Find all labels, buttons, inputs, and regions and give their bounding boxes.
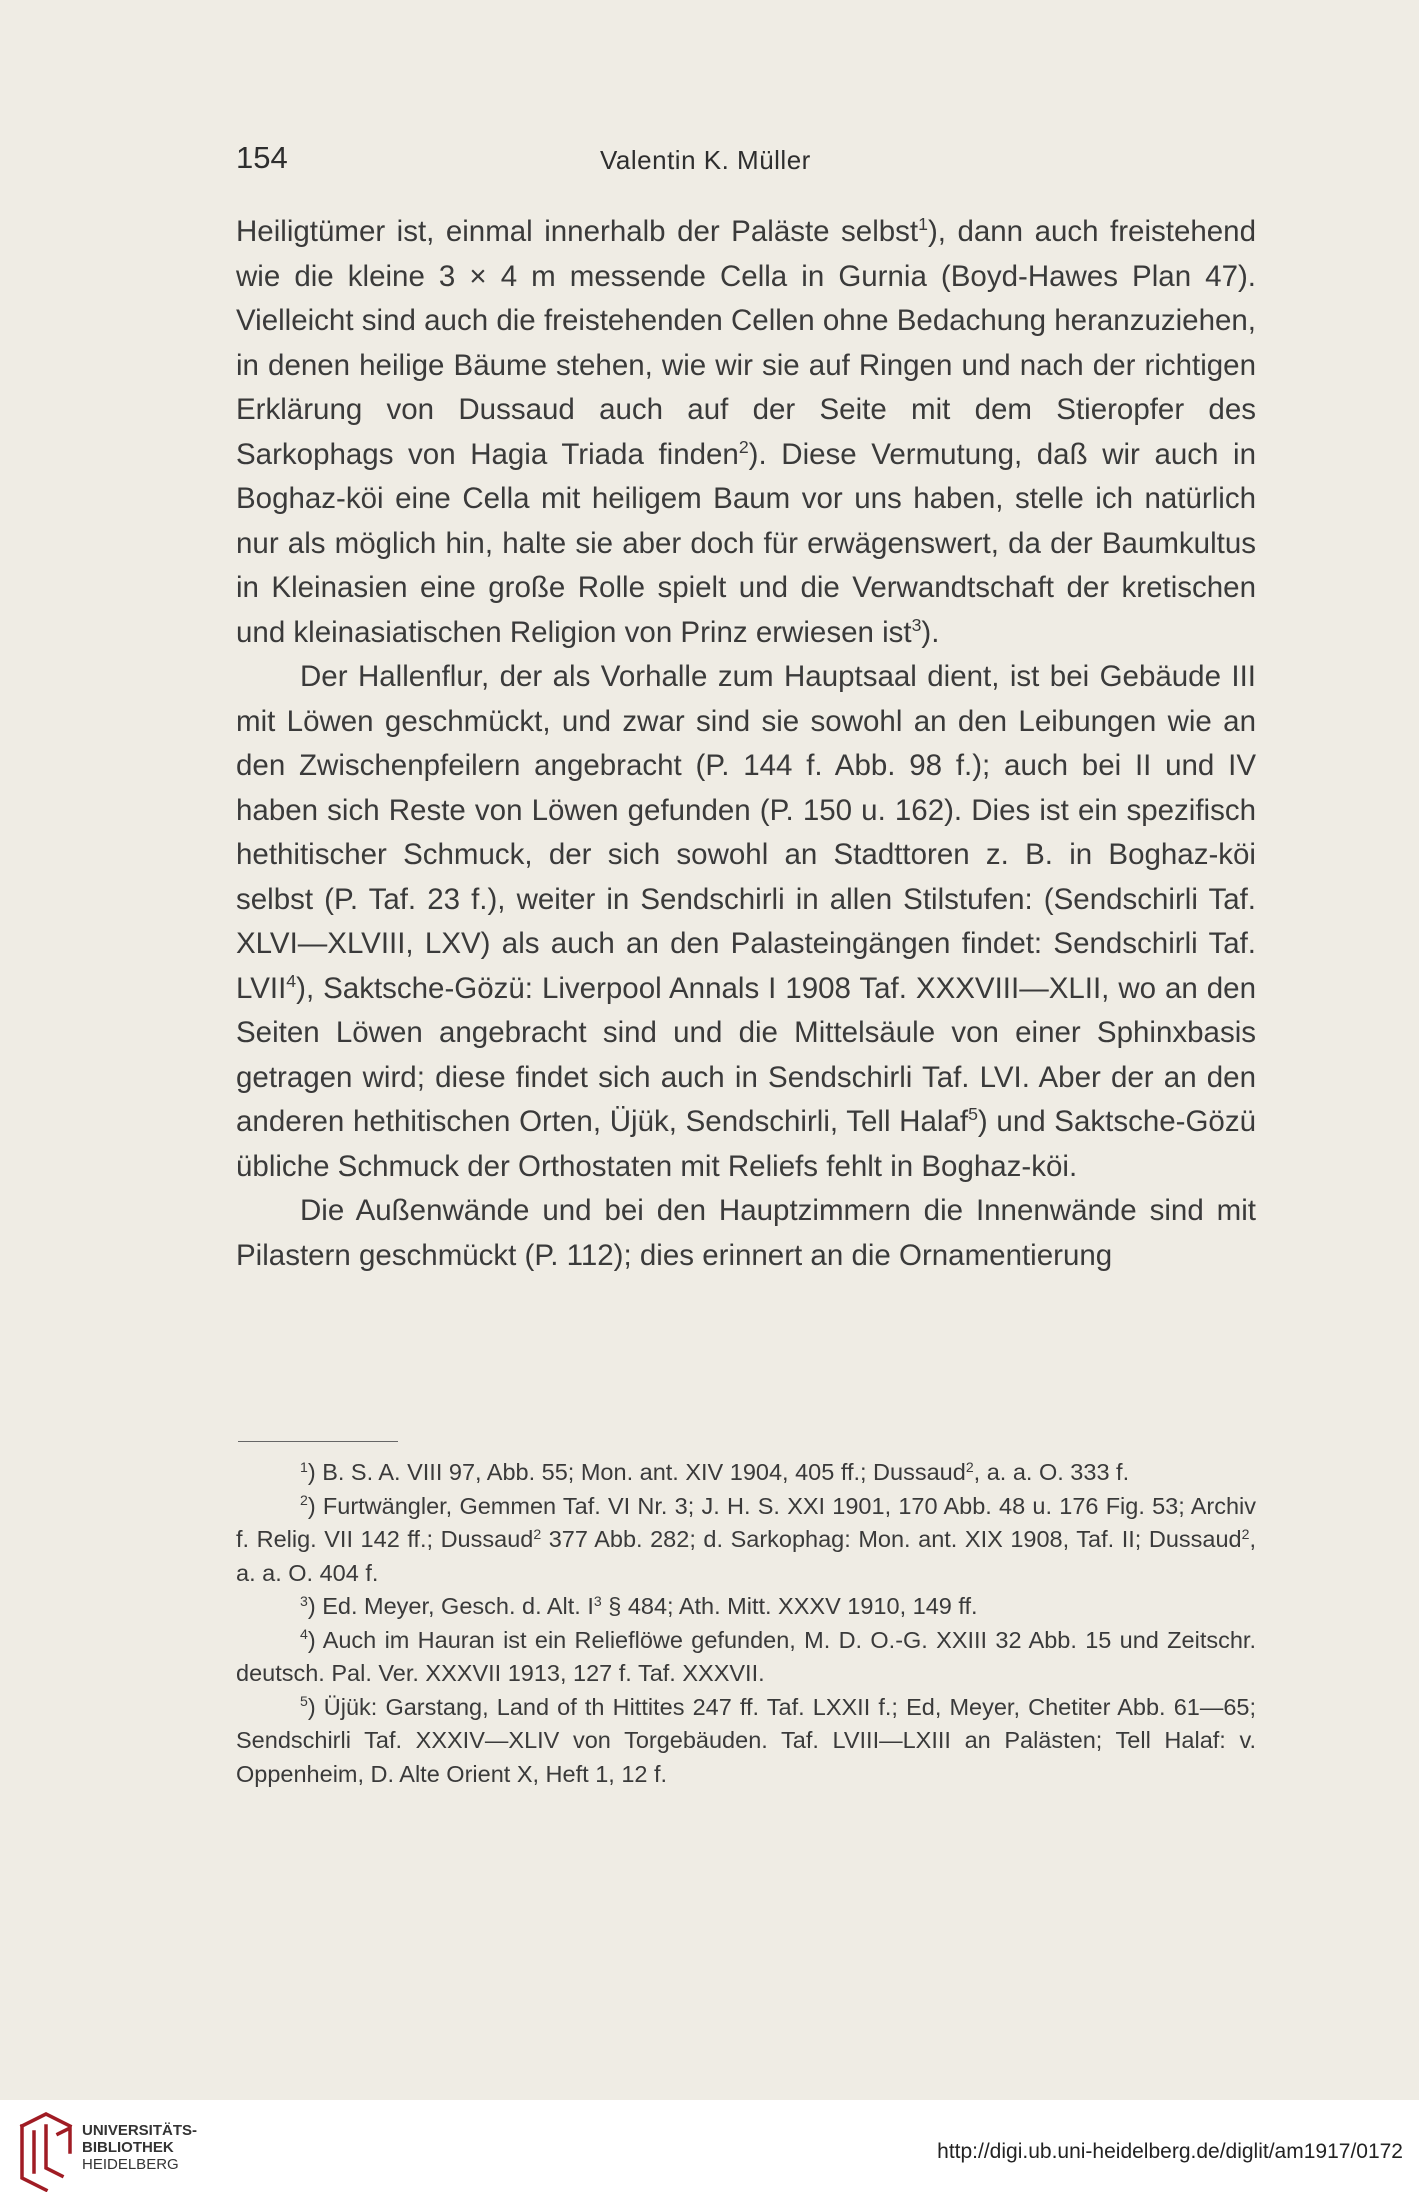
footnote-1-marker: 1 (300, 1458, 308, 1475)
body-text (236, 210, 1256, 1278)
footnotes (236, 1456, 1256, 1791)
paragraph-2 (236, 655, 1256, 1189)
p1-text-a: Heiligtümer ist, einmal innerhalb der Paläste selbst (236, 215, 919, 248)
footnote-1 (236, 1456, 1256, 1490)
footnote-2-text-b: 377 Abb. 282; d. Sarkophag: Mon. ant. XIX 1908, Taf. II; Dussaud (541, 1526, 1242, 1552)
footnote-1-sup: 2 (965, 1458, 974, 1475)
footnote-5 (236, 1691, 1256, 1792)
p1-text-b: ), dann auch freistehend wie die kleine 3 × 4 m messende Cella in Gurnia (Boyd-Hawes Plan 47). Vielleicht sind auch die freistehenden Cellen ohne Bedachung heranzuziehen, in denen heilige Bäume stehen, wie wir sie auf Ringen und nach der richtigen Erklärung von Dussaud auch auf der Seite mit dem Stieropfer des Sarkophags von Hagia Triada finden (236, 215, 1256, 471)
footnote-4-marker: 4 (300, 1626, 308, 1643)
footnote-1-text-b: , a. a. O. 333 f. (973, 1459, 1130, 1485)
footnote-3 (236, 1590, 1256, 1624)
library-name (82, 2122, 197, 2173)
footnote-ref-5: 5 (968, 1104, 978, 1125)
footnote-1-text-a: ) B. S. A. VIII 97, Abb. 55; Mon. ant. XIV 1904, 405 ff.; Dussaud (307, 1459, 966, 1485)
library-name-line-1: UNIVERSITÄTS- (82, 2122, 198, 2139)
footnote-2-text-c: , a. a. O. 404 f. (236, 1526, 1256, 1586)
footnote-ref-3: 3 (911, 614, 922, 635)
footnote-2-sup-a: 2 (533, 1525, 542, 1542)
p2-text-a: Der Hallenflur, der als Vorhalle zum Hauptsaal dient, ist bei Gebäude III mit Löwen geschmückt, und zwar sind sie sowohl an den Leibungen wie an den Zwischenpfeilern angebracht (P. 144 f. Abb. 98 f.); auch bei II und IV haben sich Reste von Löwen gefunden (P. 150 u. 162). Dies ist ein spezifisch hethitischer Schmuck, der sich sowohl an Stadttoren z. B. in Boghaz-köi selbst (P. Taf. 23 f.), weiter in Sendschirli in allen Stilstufen: (Sendschirli Taf. XLVI—XLVIII, LXV) als auch an den Palasteingängen findet: Sendschirli Taf. LVII (236, 660, 1256, 1005)
footnote-ref-2: 2 (738, 436, 749, 457)
footnote-ref-4: 4 (286, 970, 297, 991)
p2-text-c: ) und Saktsche-Gözü übliche Schmuck der Orthostaten mit Reliefs fehlt in Boghaz-köi. (236, 1105, 1256, 1183)
page-number: 154 (236, 140, 288, 175)
footnote-3-text-b: § 484; Ath. Mitt. XXXV 1910, 149 ff. (601, 1593, 978, 1619)
paragraph-3: Die Außenwände und bei den Hauptzimmern die Innenwände sind mit Pilastern geschmückt (P. 112); dies erinnert an die Ornamentierung (236, 1194, 1256, 1272)
footnote-5-marker: 5 (300, 1693, 308, 1710)
footnote-4-text: ) Auch im Hauran ist ein Relieflöwe gefunden, M. D. O.-G. XXIII 32 Abb. 15 und Zeitschr. deutsch. Pal. Ver. XXXVII 1913, 127 f. Taf. XXXVII. (236, 1626, 1256, 1686)
source-url-link[interactable]: http://digi.ub.uni-heidelberg.de/diglit/am1917/0172 (937, 2140, 1403, 2163)
library-logo-icon (18, 2112, 74, 2192)
footnote-divider (238, 1441, 398, 1442)
footnote-ref-1: 1 (918, 214, 928, 235)
footnote-3-marker: 3 (300, 1592, 308, 1609)
footnote-2-text-a: ) Furtwängler, Gemmen Taf. VI Nr. 3; J. H. S. XXI 1901, 170 Abb. 48 u. 176 Fig. 53; Archiv f. Relig. VII 142 ff.; Dussaud (236, 1492, 1256, 1552)
footer-bar (0, 2100, 1419, 2205)
footnote-2 (236, 1490, 1256, 1591)
footnote-3-sup: 3 (593, 1592, 602, 1609)
footnote-4 (236, 1624, 1256, 1691)
paragraph-1 (236, 210, 1256, 655)
p2-text-b: ), Saktsche-Gözü: Liverpool Annals I 1908 Taf. XXXVIII—XLII, wo an den Seiten Löwen angebracht sind und die Mittelsäule von einer Sphinxbasis getragen wird; diese findet sich auch in Sendschirli Taf. LVI. Aber der an den anderen hethitischen Orten, Üjük, Sendschirli, Tell Halaf (236, 971, 1256, 1138)
footnote-5-text: ) Üjük: Garstang, Land of th Hittites 247 ff. Taf. LXXII f.; Ed, Meyer, Chetiter Abb. 61—65; Sendschirli Taf. XXXIV—XLIV von Torgebäuden. Taf. LVIII—LXIII an Palästen; Tell Halaf: v. Oppenheim, D. Alte Orient X, Heft 1, 12 f. (236, 1693, 1256, 1787)
library-name-line-2: BIBLIOTHEK (82, 2139, 174, 2156)
running-title: Valentin K. Müller (600, 145, 811, 175)
footnote-3-text-a: ) Ed. Meyer, Gesch. d. Alt. I (307, 1593, 594, 1619)
footnote-2-marker: 2 (300, 1492, 308, 1509)
p1-text-d: ). (921, 615, 940, 649)
p1-text-c: ). Diese Vermutung, daß wir auch in Boghaz-köi eine Cella mit heiligem Baum vor uns haben, stelle ich natürlich nur als möglich hin, halte sie aber doch für erwägenswert, da der Baumkultus in Kleinasien eine große Rolle spielt und die Verwandtschaft der kretischen und kleinasiatischen Religion von Prinz erwiesen ist (236, 437, 1256, 649)
footnote-2-sup-b: 2 (1241, 1525, 1250, 1542)
library-name-line-3: HEIDELBERG (82, 2156, 179, 2173)
